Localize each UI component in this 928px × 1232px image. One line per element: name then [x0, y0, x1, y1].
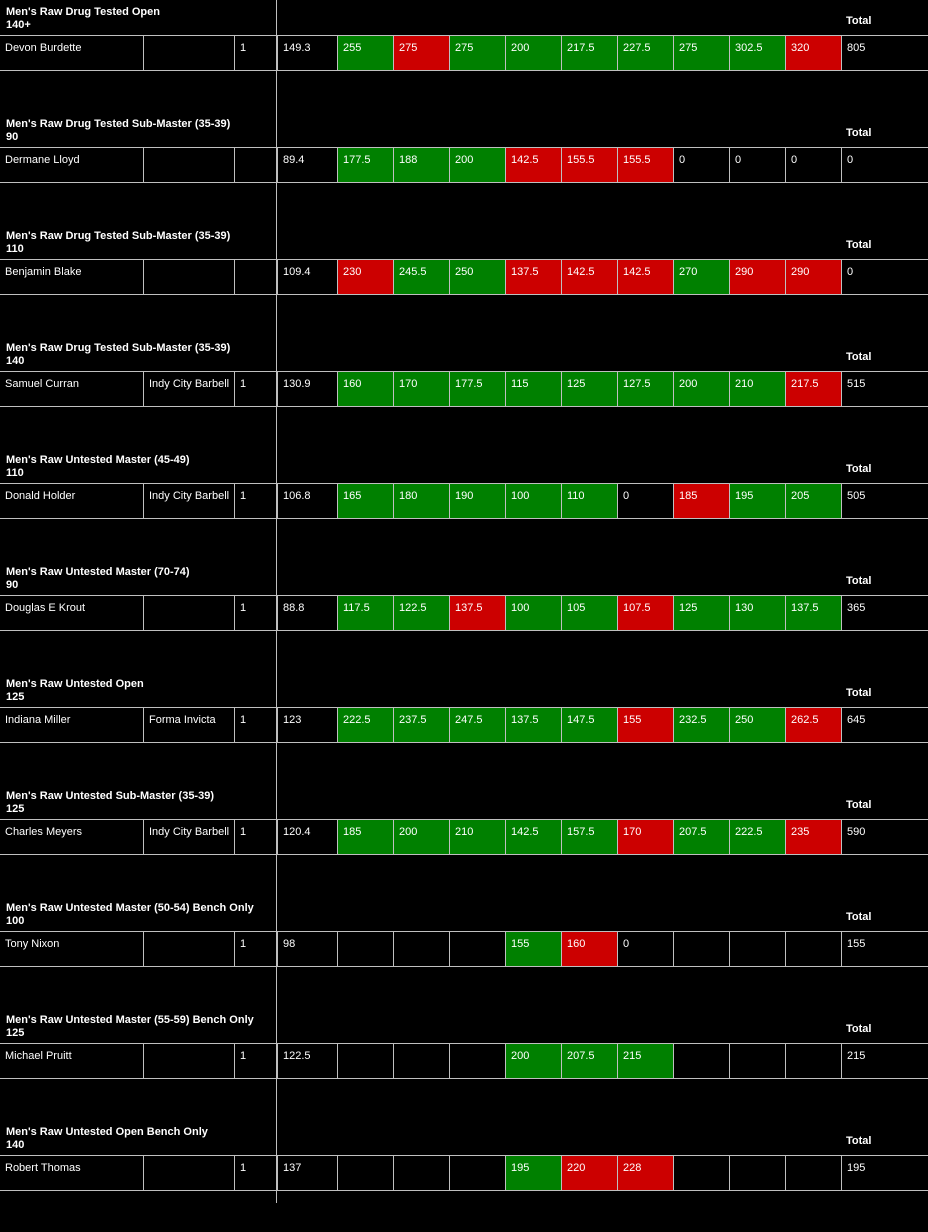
deadlift-2-cell: 195 — [729, 484, 785, 518]
division-name: Men's Raw Drug Tested Open — [6, 6, 160, 18]
squat-1-cell — [337, 1044, 393, 1078]
division-header — [0, 1008, 928, 1044]
team-name — [143, 932, 234, 966]
division-name: Men's Raw Untested Master (45-49) — [6, 454, 190, 466]
total-header: Total — [846, 15, 872, 27]
deadlift-1-cell — [673, 932, 729, 966]
deadlift-3-cell: 205 — [785, 484, 841, 518]
total-value: 215 — [841, 1044, 928, 1078]
squat-1-cell: 165 — [337, 484, 393, 518]
total-value: 590 — [841, 820, 928, 854]
lifter-row — [0, 932, 928, 967]
team-name: Indy City Barbell — [143, 372, 234, 406]
squat-2-cell: 245.5 — [393, 260, 449, 294]
lifter-row — [0, 260, 928, 295]
lifter-name: Douglas E Krout — [5, 602, 86, 614]
total-value: 645 — [841, 708, 928, 742]
division-name: Men's Raw Untested Master (50-54) Bench Only — [6, 902, 254, 914]
lifter-row — [0, 36, 928, 71]
squat-3-cell — [449, 1044, 505, 1078]
division-title — [6, 790, 214, 816]
total-value: 505 — [841, 484, 928, 518]
lifter-row — [0, 148, 928, 183]
placing: 1 — [234, 708, 277, 742]
lifter-row — [0, 1156, 928, 1191]
squat-3-cell: 275 — [449, 36, 505, 70]
lifter-name: Donald Holder — [5, 490, 76, 502]
total-header: Total — [846, 127, 872, 139]
division-title — [6, 118, 230, 144]
lifter-row — [0, 596, 928, 631]
division-title — [6, 566, 190, 592]
deadlift-1-cell: 0 — [673, 148, 729, 182]
squat-1-cell — [337, 932, 393, 966]
deadlift-2-cell: 210 — [729, 372, 785, 406]
team-name — [143, 36, 234, 70]
total-header: Total — [846, 1135, 872, 1147]
squat-1-cell: 255 — [337, 36, 393, 70]
bench-3-cell: 155.5 — [617, 148, 673, 182]
division-title — [6, 1126, 208, 1152]
squat-1-cell: 185 — [337, 820, 393, 854]
division-title — [6, 6, 160, 32]
total-header: Total — [846, 351, 872, 363]
bench-2-cell: 217.5 — [561, 36, 617, 70]
placing: 1 — [234, 36, 277, 70]
division-section — [0, 1008, 928, 1120]
placing: 1 — [234, 372, 277, 406]
squat-1-cell: 230 — [337, 260, 393, 294]
bench-2-cell: 155.5 — [561, 148, 617, 182]
bench-1-cell: 100 — [505, 484, 561, 518]
division-section — [0, 896, 928, 1008]
bench-3-cell: 142.5 — [617, 260, 673, 294]
deadlift-3-cell: 235 — [785, 820, 841, 854]
deadlift-3-cell: 217.5 — [785, 372, 841, 406]
deadlift-3-cell — [785, 1044, 841, 1078]
deadlift-1-cell: 207.5 — [673, 820, 729, 854]
division-title — [6, 230, 230, 256]
division-header — [0, 0, 928, 36]
team-name — [143, 596, 234, 630]
division-header — [0, 112, 928, 148]
squat-3-cell: 250 — [449, 260, 505, 294]
deadlift-2-cell: 222.5 — [729, 820, 785, 854]
deadlift-2-cell — [729, 1156, 785, 1190]
division-title — [6, 678, 144, 704]
bench-1-cell: 137.5 — [505, 708, 561, 742]
team-name: Indy City Barbell — [143, 484, 234, 518]
bodyweight: 130.9 — [277, 372, 337, 406]
weight-class: 100 — [6, 915, 25, 927]
bench-2-cell: 125 — [561, 372, 617, 406]
squat-2-cell: 122.5 — [393, 596, 449, 630]
placing: 1 — [234, 484, 277, 518]
weight-class: 110 — [6, 243, 24, 255]
squat-3-cell — [449, 932, 505, 966]
lifter-row — [0, 484, 928, 519]
deadlift-1-cell: 125 — [673, 596, 729, 630]
division-header — [0, 784, 928, 820]
bench-2-cell: 110 — [561, 484, 617, 518]
squat-1-cell — [337, 1156, 393, 1190]
deadlift-3-cell: 0 — [785, 148, 841, 182]
deadlift-2-cell — [729, 932, 785, 966]
placing — [234, 260, 277, 294]
division-name: Men's Raw Untested Master (55-59) Bench Only — [6, 1014, 254, 1026]
deadlift-3-cell — [785, 932, 841, 966]
deadlift-1-cell — [673, 1044, 729, 1078]
bench-3-cell: 107.5 — [617, 596, 673, 630]
division-title — [6, 1014, 254, 1040]
total-value: 515 — [841, 372, 928, 406]
squat-2-cell — [393, 1156, 449, 1190]
bench-3-cell: 215 — [617, 1044, 673, 1078]
lifter-row — [0, 708, 928, 743]
division-section — [0, 672, 928, 784]
team-name — [143, 260, 234, 294]
deadlift-1-cell: 185 — [673, 484, 729, 518]
bodyweight: 109.4 — [277, 260, 337, 294]
team-name: Forma Invicta — [143, 708, 234, 742]
team-name: Indy City Barbell — [143, 820, 234, 854]
bench-2-cell: 160 — [561, 932, 617, 966]
division-name: Men's Raw Untested Open — [6, 678, 144, 690]
division-section — [0, 560, 928, 672]
division-header — [0, 224, 928, 260]
division-title — [6, 342, 230, 368]
total-header: Total — [846, 687, 872, 699]
total-value: 805 — [841, 36, 928, 70]
bodyweight: 89.4 — [277, 148, 337, 182]
squat-2-cell: 237.5 — [393, 708, 449, 742]
team-name — [143, 1156, 234, 1190]
deadlift-2-cell — [729, 1044, 785, 1078]
weight-class: 140 — [6, 355, 25, 367]
weight-class: 125 — [6, 803, 25, 815]
division-header — [0, 336, 928, 372]
weight-class: 125 — [6, 1027, 25, 1039]
division-header — [0, 672, 928, 708]
squat-3-cell: 177.5 — [449, 372, 505, 406]
deadlift-2-cell: 250 — [729, 708, 785, 742]
bench-1-cell: 142.5 — [505, 820, 561, 854]
lifter-name: Benjamin Blake — [5, 266, 82, 278]
total-header: Total — [846, 911, 872, 923]
division-section — [0, 112, 928, 224]
bench-3-cell: 228 — [617, 1156, 673, 1190]
lifter-name: Charles Meyers — [5, 826, 83, 838]
squat-3-cell: 247.5 — [449, 708, 505, 742]
lifter-name: Samuel Curran — [5, 378, 79, 390]
lifter-name: Tony Nixon — [5, 938, 60, 950]
squat-2-cell: 170 — [393, 372, 449, 406]
bench-3-cell: 127.5 — [617, 372, 673, 406]
bench-1-cell: 200 — [505, 1044, 561, 1078]
lifter-row — [0, 1044, 928, 1079]
squat-3-cell: 210 — [449, 820, 505, 854]
placing — [234, 148, 277, 182]
lifter-row — [0, 820, 928, 855]
total-header: Total — [846, 799, 872, 811]
squat-2-cell — [393, 932, 449, 966]
squat-2-cell: 200 — [393, 820, 449, 854]
deadlift-1-cell: 200 — [673, 372, 729, 406]
squat-3-cell: 200 — [449, 148, 505, 182]
division-name: Men's Raw Drug Tested Sub-Master (35-39) — [6, 230, 231, 242]
lifter-name: Devon Burdette — [5, 42, 82, 54]
squat-2-cell: 188 — [393, 148, 449, 182]
placing: 1 — [234, 596, 277, 630]
bench-1-cell: 142.5 — [505, 148, 561, 182]
lifter-row — [0, 372, 928, 407]
division-header — [0, 896, 928, 932]
total-value: 0 — [841, 148, 928, 182]
bench-1-cell: 155 — [505, 932, 561, 966]
division-section — [0, 0, 928, 112]
total-header: Total — [846, 1023, 872, 1035]
bodyweight: 122.5 — [277, 1044, 337, 1078]
squat-2-cell: 275 — [393, 36, 449, 70]
deadlift-3-cell: 290 — [785, 260, 841, 294]
division-section — [0, 1120, 928, 1232]
bench-3-cell: 227.5 — [617, 36, 673, 70]
weight-class: 90 — [6, 131, 19, 143]
bench-2-cell: 142.5 — [561, 260, 617, 294]
bench-2-cell: 220 — [561, 1156, 617, 1190]
placing: 1 — [234, 932, 277, 966]
bench-3-cell: 0 — [617, 932, 673, 966]
division-name: Men's Raw Drug Tested Sub-Master (35-39) — [6, 118, 231, 130]
total-header: Total — [846, 575, 872, 587]
bench-1-cell: 195 — [505, 1156, 561, 1190]
squat-1-cell: 160 — [337, 372, 393, 406]
total-value: 365 — [841, 596, 928, 630]
squat-3-cell: 137.5 — [449, 596, 505, 630]
weight-class: 110 — [6, 467, 24, 479]
placing: 1 — [234, 1156, 277, 1190]
division-section — [0, 224, 928, 336]
bodyweight: 137 — [277, 1156, 337, 1190]
bench-1-cell: 137.5 — [505, 260, 561, 294]
bench-2-cell: 147.5 — [561, 708, 617, 742]
weight-class: 140+ — [6, 19, 31, 31]
deadlift-3-cell — [785, 1156, 841, 1190]
team-name — [143, 148, 234, 182]
total-value: 155 — [841, 932, 928, 966]
deadlift-1-cell: 275 — [673, 36, 729, 70]
division-section — [0, 784, 928, 896]
squat-1-cell: 222.5 — [337, 708, 393, 742]
division-section — [0, 448, 928, 560]
weight-class: 125 — [6, 691, 25, 703]
squat-3-cell: 190 — [449, 484, 505, 518]
placing: 1 — [234, 1044, 277, 1078]
deadlift-1-cell: 270 — [673, 260, 729, 294]
weight-class: 140 — [6, 1139, 25, 1151]
total-value: 0 — [841, 260, 928, 294]
bodyweight: 123 — [277, 708, 337, 742]
total-header: Total — [846, 239, 872, 251]
squat-3-cell — [449, 1156, 505, 1190]
weight-class: 90 — [6, 579, 19, 591]
division-name: Men's Raw Untested Sub-Master (35-39) — [6, 790, 214, 802]
deadlift-1-cell — [673, 1156, 729, 1190]
lifter-name: Dermane Lloyd — [5, 154, 80, 166]
squat-2-cell — [393, 1044, 449, 1078]
squat-2-cell: 180 — [393, 484, 449, 518]
bodyweight: 120.4 — [277, 820, 337, 854]
division-header — [0, 448, 928, 484]
deadlift-2-cell: 290 — [729, 260, 785, 294]
bodyweight: 88.8 — [277, 596, 337, 630]
total-header: Total — [846, 463, 872, 475]
bench-2-cell: 157.5 — [561, 820, 617, 854]
bench-3-cell: 0 — [617, 484, 673, 518]
division-name: Men's Raw Untested Open Bench Only — [6, 1126, 208, 1138]
lifter-name: Indiana Miller — [5, 714, 71, 726]
deadlift-3-cell: 320 — [785, 36, 841, 70]
division-name: Men's Raw Drug Tested Sub-Master (35-39) — [6, 342, 231, 354]
deadlift-3-cell: 137.5 — [785, 596, 841, 630]
squat-1-cell: 177.5 — [337, 148, 393, 182]
bodyweight: 106.8 — [277, 484, 337, 518]
bench-1-cell: 200 — [505, 36, 561, 70]
division-title — [6, 454, 190, 480]
next-section-divider — [0, 1190, 928, 1191]
bodyweight: 149.3 — [277, 36, 337, 70]
deadlift-2-cell: 0 — [729, 148, 785, 182]
deadlift-2-cell: 302.5 — [729, 36, 785, 70]
division-name: Men's Raw Untested Master (70-74) — [6, 566, 190, 578]
deadlift-3-cell: 262.5 — [785, 708, 841, 742]
bench-1-cell: 100 — [505, 596, 561, 630]
team-name — [143, 1044, 234, 1078]
deadlift-2-cell: 130 — [729, 596, 785, 630]
division-title — [6, 902, 254, 928]
division-section — [0, 336, 928, 448]
bench-1-cell: 115 — [505, 372, 561, 406]
lifter-name: Robert Thomas — [5, 1162, 81, 1174]
bench-3-cell: 170 — [617, 820, 673, 854]
placing: 1 — [234, 820, 277, 854]
bench-2-cell: 207.5 — [561, 1044, 617, 1078]
bench-2-cell: 105 — [561, 596, 617, 630]
lifter-name: Michael Pruitt — [5, 1050, 72, 1062]
division-header — [0, 1120, 928, 1156]
bench-3-cell: 155 — [617, 708, 673, 742]
division-header — [0, 560, 928, 596]
deadlift-1-cell: 232.5 — [673, 708, 729, 742]
total-value: 195 — [841, 1156, 928, 1190]
bodyweight: 98 — [277, 932, 337, 966]
squat-1-cell: 117.5 — [337, 596, 393, 630]
